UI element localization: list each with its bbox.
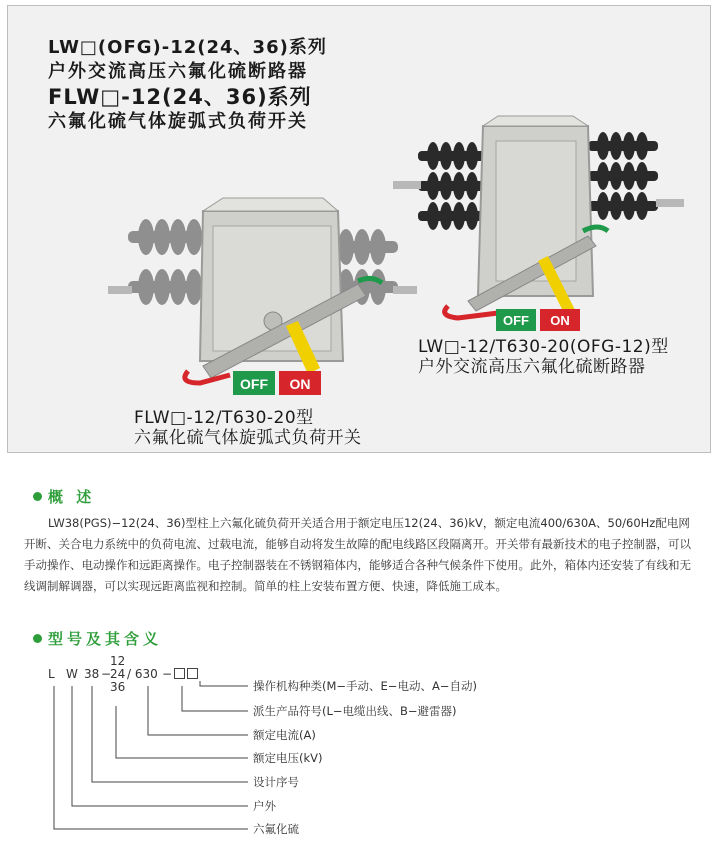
label-sf6: 六氟化硫: [253, 822, 299, 836]
label-current: 额定电流(A): [253, 728, 316, 742]
label-outdoor: 户外: [253, 799, 276, 813]
caption-circuit-breaker: [418, 337, 669, 377]
caption-load-switch: [134, 408, 362, 448]
on-plate-left: ON: [289, 376, 311, 392]
off-plate-right: OFF: [503, 313, 529, 328]
caption-left-line-1: FLW□-12/T630-20型: [134, 408, 314, 428]
title-line-2: 户外交流高压六氟化硫断路器: [48, 61, 308, 82]
code-L: L: [48, 667, 55, 681]
label-design: 设计序号: [253, 775, 299, 789]
label-voltage: 额定电压(kV): [253, 751, 323, 765]
code-12: 12: [110, 654, 126, 668]
code-630: / 630: [127, 667, 158, 681]
off-plate-left: OFF: [240, 376, 268, 392]
on-plate-right: ON: [550, 313, 570, 328]
model-heading: [33, 628, 162, 649]
caption-left-line-2: 六氟化硫气体旋弧式负荷开关: [134, 428, 362, 448]
code-38: 38: [84, 667, 100, 681]
bullet-dot-icon: [33, 492, 42, 501]
model-heading-text: 型号及其含义: [48, 630, 163, 648]
title-line-1: LW□(OFG)-12(24、36)系列: [48, 37, 327, 58]
code-24: 24: [110, 667, 126, 681]
overview-heading: [33, 486, 95, 507]
code-dash-2: −: [162, 667, 173, 681]
bullet-dot-icon: [33, 634, 42, 643]
label-derived: 派生产品符号(L−电缆出线、B−避雷器): [253, 704, 457, 718]
code-W: W: [66, 667, 78, 681]
title-line-3: FLW□-12(24、36)系列: [48, 85, 312, 109]
caption-right-line-2: 户外交流高压六氟化硫断路器: [418, 357, 646, 377]
overview-heading-text: 概 述: [48, 488, 96, 506]
placeholder-box-icon: [174, 668, 185, 679]
caption-right-line-1: LW□-12/T630-20(OFG-12)型: [418, 337, 669, 357]
model-code-diagram: [0, 650, 720, 849]
line-outdoor: [72, 686, 248, 806]
title-line-4: 六氟化硫气体旋弧式负荷开关: [48, 111, 308, 132]
placeholder-box-icon: [187, 668, 198, 679]
line-design: [92, 686, 248, 782]
line-voltage: [116, 706, 248, 758]
code-36: 36: [110, 680, 126, 694]
code-dash-1: −: [101, 667, 112, 681]
line-derived: [182, 686, 248, 711]
hero-title: [48, 36, 327, 134]
code-boxes: [172, 667, 198, 681]
hero-banner: [7, 5, 711, 453]
label-mechanism: 操作机构种类(M−手动、E−电动、A−自动): [253, 679, 477, 693]
circuit-breaker-photo: [388, 111, 688, 336]
overview-text: LW38(PGS)−12(24、36)型柱上六氟化硫负荷开关适合用于额定电压12(24、36)kV，额定电流400/630A、50/60Hz配电网开断、关合电力系统中的负荷电流、过载电流，能够自动将发生故障的配电线路区段隔离开。开关带有最新技术的电子控制器，可以手动操作、电动操作和远距离操作。电子控制器装在不锈钢箱体内，能够适合各种气候条件下使用。此外，箱体内还安装了有线和无线调制解调器，可以实现远距离监视和控制。简单的柱上安装布置方便、快速，降低施工成本。: [24, 516, 691, 593]
load-switch-photo: [108, 186, 428, 401]
line-mechanism: [200, 681, 248, 686]
